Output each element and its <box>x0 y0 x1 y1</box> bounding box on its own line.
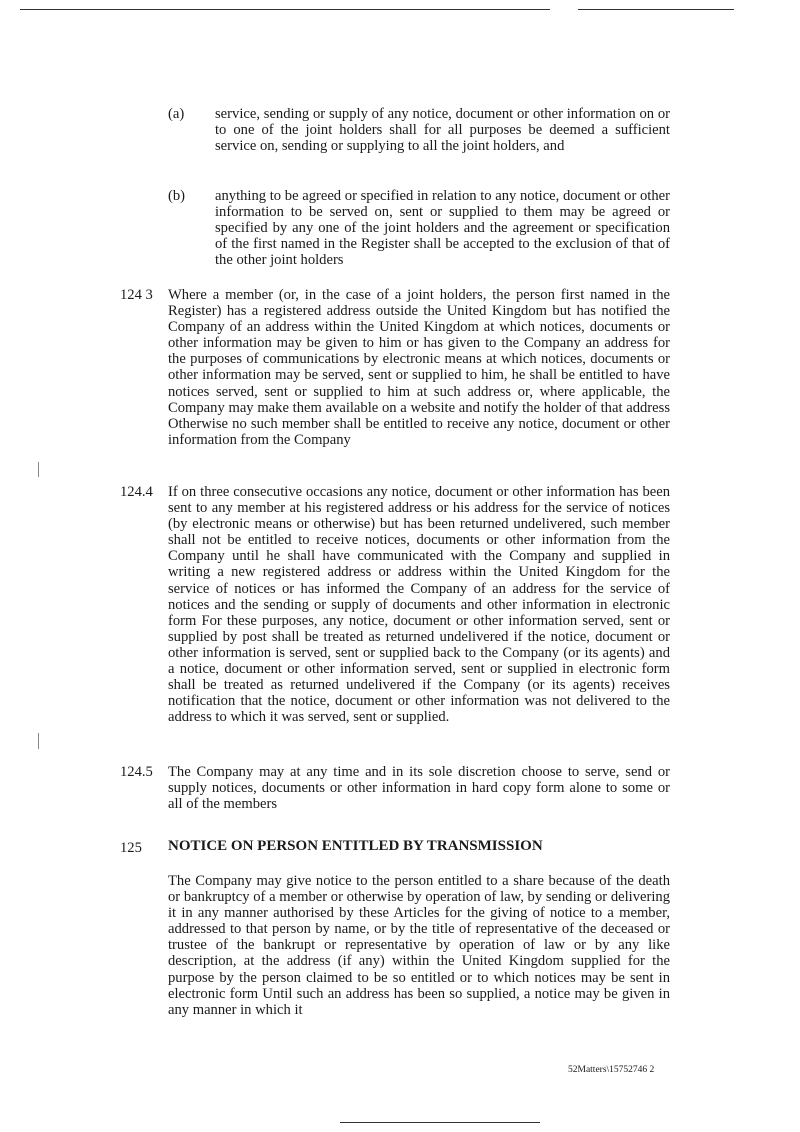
clause-124-5 <box>168 764 670 812</box>
clause-124-3-text: Where a member (or, in the case of a joint holders, the person first named in the Register) has a registered address outside the United Kingdom but has notified the Company of an address within the United Kingdom at which notices, documents or other information may be given to him or has given to the Company an address for the purposes of communications by electronic means at which notices, documents or other information may be served, sent or supplied to him, he shall be entitled to have notices served, sent or supplied to him at such address or, where applicable, the Company may make them available on a website and notify the holder of that address Otherwise no such member shall be entitled to receive any notice, document or other information from the Company <box>168 287 670 448</box>
subclause-a <box>215 106 670 154</box>
clause-125-number: 125 <box>120 840 142 856</box>
clause-124-4-text: If on three consecutive occasions any notice, document or other information has been sent to any member at his registered address or his address for the service of notices (by electronic means or otherwise) but has been returned undelivered, such member shall not be entitled to receive notices, documents or other information from the Company until he shall have communicated with the Company and supplied in writing a new registered address or address within the United Kingdom for the service of notices or has informed the Company of an address for the service of notices and the sending or supply of documents and other information in electronic form For these purposes, any notice, document or other information served, sent or supplied by post shall be treated as returned undelivered if the notice, document or other information is served, sent or supplied back to the Company (or its agents) and a notice, document or other information served, sent or supplied in electronic form shall be treated as returned undelivered if the Company (or its agents) receives notification that the notice, document or other information was not delivered to the address to which it was served, sent or supplied. <box>168 484 670 726</box>
clause-124-5-text: The Company may at any time and in its sole discretion choose to serve, send or supply notices, documents or other information in hard copy form alone to some or all of the members <box>168 764 670 813</box>
subclause-b-label: (b) <box>168 188 186 204</box>
subclause-b <box>215 188 670 268</box>
clause-125-heading: NOTICE ON PERSON ENTITLED BY TRANSMISSION <box>168 838 543 854</box>
clause-125-body <box>168 873 670 1018</box>
clause-124-4-number: 124.4 <box>120 484 153 500</box>
subclause-a-text: service, sending or supply of any notice, document or other information on or to one of the joint holders shall for all purposes be deemed a sufficient service on, sending or supplying to all the joint holders, and <box>215 106 670 155</box>
top-rule-left <box>20 9 550 10</box>
margin-mark-1 <box>38 462 39 477</box>
clause-124-3 <box>168 287 670 448</box>
clause-124-3-number: 124 3 <box>120 287 153 303</box>
clause-124-5-number: 124.5 <box>120 764 153 780</box>
clause-125-text: The Company may give notice to the person entitled to a share because of the death or bankruptcy of a member or otherwise by operation of law, by sending or delivering it in any manner authorised by these Articles for the giving of notice to a member, addressed to that person by name, or by the title of representative of the deceased or trustee of the bankrupt or representative by operation of law or by any like description, at the address (if any) within the United Kingdom supplied for the purpose by the person claimed to be so entitled or to which notices may be sent in electronic form Until such an address has been so supplied, a notice may be given in any manner in which it <box>168 873 670 1018</box>
top-rule-right <box>578 9 734 10</box>
bottom-rule <box>340 1122 540 1123</box>
clause-124-4 <box>168 484 670 725</box>
subclause-a-label: (a) <box>168 106 185 122</box>
margin-mark-2 <box>38 733 39 749</box>
subclause-b-text: anything to be agreed or specified in relation to any notice, document or other information to be served on, sent or supplied to them may be agreed or specified by any one of the joint holders and the agreement or specification of the first named in the Register shall be accepted to the exclusion of that of the other joint holders <box>215 188 670 269</box>
document-reference: 52Matters\15752746 2 <box>568 1065 655 1075</box>
